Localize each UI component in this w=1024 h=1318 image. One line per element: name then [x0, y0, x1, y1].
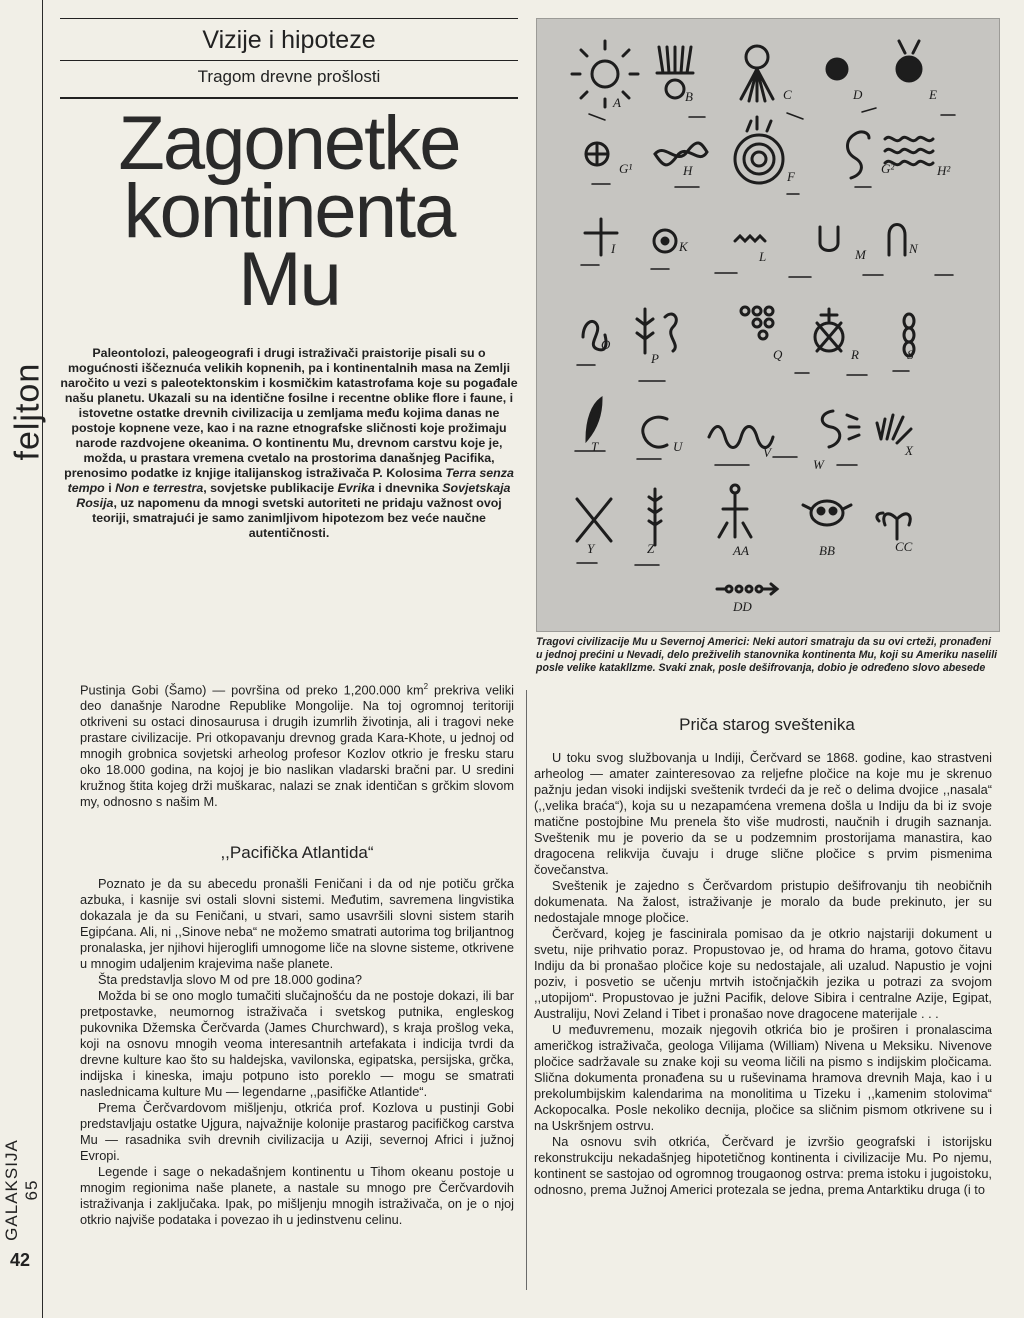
petroglyph-drawing	[537, 19, 999, 631]
circle-dot-glyph-icon	[654, 230, 676, 252]
glyph-label: S	[907, 347, 914, 362]
glyph-label: C	[783, 87, 792, 102]
glyph-label: E	[929, 87, 937, 102]
magazine-name: GALAKSIJA 65	[2, 1139, 41, 1241]
lead-text: , sovjetske publikacije	[203, 481, 335, 495]
lead-text: i	[104, 481, 116, 495]
section-title: Vizije i hipoteze	[202, 26, 376, 54]
headline-line: kontinenta	[123, 169, 455, 254]
crescent-glyph-icon	[643, 417, 667, 447]
lead-book-title: Terra senza tempo	[67, 466, 514, 495]
glyph-label: V	[763, 445, 771, 460]
section-subtitle: Tragom drevne prošlosti	[197, 67, 381, 86]
petroglyph-figure	[536, 18, 1000, 632]
rays-glyph-icon	[741, 46, 773, 101]
headline-line: Mu	[238, 237, 340, 322]
right-body-column	[534, 750, 992, 1198]
serpent-glyph-icon	[848, 132, 870, 178]
lead-publication: Evrika	[337, 481, 375, 495]
man-glyph-icon	[719, 485, 751, 537]
body-paragraph: Legende i sage o nekadašnjem kontinentu u Tihom okeanu postoje u mnogim regionima naše planete, a nastale su mnogo pre Čerčvardovih istraživanja i zaključaka. Ipak, po mišljenju mnogih istraživača, on je o njoj otkrio najviše podataka i povezao ih u jedinstvenu celinu.	[80, 1164, 514, 1227]
margin-rule	[42, 0, 43, 1318]
body-paragraph: Na osnovu svih otkrića, Čerčvard je izvršio geografski i istorijsku rekonstrukciju nekadašnjeg hipotetičnog kontinenta i civilizacije Mu. Po njemu, kontinent se sastojao od ogromnog trougaonog ostrva: prema istoku i jugoistoku, odnosno, prema Južnoj Americi protezala se jedna, prema Antarktiku druga (i to	[534, 1134, 992, 1197]
glyph-label: W	[813, 457, 824, 472]
glyph-label: I	[611, 241, 616, 256]
intro-text-a: Pustinja Gobi (Šamo) — površina od preko 1,200.000 km	[80, 682, 424, 698]
glyph-label: G¹	[619, 161, 633, 176]
left-body-column	[80, 876, 514, 1228]
sun-glyph-icon	[572, 41, 638, 107]
mask-glyph-icon	[803, 501, 851, 525]
glyph-label: P	[651, 351, 659, 366]
glyph-label: Y	[587, 541, 595, 556]
glyph-label: R	[851, 347, 859, 362]
glyph-label: H	[683, 163, 693, 178]
glyph-label: F	[787, 169, 795, 184]
bead-string-glyph-icon	[717, 584, 777, 594]
glyph-label: AA	[733, 543, 749, 558]
plant-glyph-icon	[637, 309, 676, 353]
glyph-label: L	[759, 249, 767, 264]
glyph-label: DD	[733, 599, 752, 614]
beads-glyph-icon	[741, 307, 773, 339]
glyph-label: M	[855, 247, 866, 262]
tulip-glyph-icon	[897, 41, 921, 81]
lead-text: i dnevnika	[374, 481, 443, 495]
intro-paragraph	[80, 679, 514, 810]
figure-glyph-icon	[822, 411, 859, 447]
body-paragraph: Sveštenik je zajedno s Čerčvardom pristupio dešifrovanju tih neobičnih dokumenata. Na žalost, istraživanje je moralo da bude prekinuto, jer su nedostajale mnoge pločice.	[534, 878, 992, 925]
zigzag-glyph-icon	[735, 236, 765, 241]
body-paragraph: U međuvremenu, mozaik njegovih otkrića bio je proširen i pronalascima američkog istraživača, geologa Vilijama (William) Nivena u Meksiku. Nivenove pločice sadržavale su znake koji su veoma ličili na pismo s indijskim pločicama. Slična dokumenta pronađena su u ruševinama hramova drevnih Maja, kao i u prekolumbijskim kalendarima na monolitima u Tizeku i ,,kamenim stolovima“ Ackopocalka. Posle nekoliko decnija, pločice sa sličnim pismom otkrivene su i na Uskršnjem ostrvu.	[534, 1022, 992, 1133]
lead-text: , uz napomenu da mnogi svetski autoriteti ne pridaju važnost ovoj teoriji, smatrajući je samo zanimljivom hipotezom bez veće naučne autentičnosti.	[92, 496, 502, 540]
column-rule	[526, 690, 527, 1290]
hook-glyph-icon	[889, 225, 905, 256]
header-rule-top	[60, 18, 518, 19]
body-paragraph: Čerčvard, kojeg je fascinirala pomisao da je otkrio najstariji dokument u svetu, nije prihvatio poraz. Propustovao je, od hrama do hrama, gotovo čitavu Indiju da bi pronašao pločice koje su nedostajale, ali uzalud. Napustio je vojni poziv, i posvetio se učenju mrtvih istočnjačkih jezika u potrazi za svojom ,,utopijom“. Propustovao je južni Pacifik, delove Sibira i centralne Azije, Egipat, Australiju, Novi Zeland i Tibet i pronašao nove dragocene materijale . . .	[534, 926, 992, 1021]
glyph-label: BB	[819, 543, 835, 558]
page-number: 42	[10, 1250, 31, 1270]
subheading-pacificka: ,,Pacifička Atlantida“	[220, 843, 374, 862]
hand-glyph-icon	[877, 415, 911, 443]
sprout-glyph-icon	[877, 513, 910, 539]
cross-circle-glyph-icon	[586, 143, 608, 165]
lead-publication: Sovjetskaja Rosija	[76, 481, 511, 510]
x-glyph-icon	[577, 499, 611, 541]
header-rule-bottom	[60, 97, 518, 99]
glyph-label: Z	[647, 541, 655, 556]
lead-text: Paleontolozi, paleogeografi i drugi istraživači praistorije pisali su o mogućnosti iščeznuća velikih kopnenih, pa i kontinentalnih masa na Zemlji naročito u vezi s paleotektonskim i kosmičkim katastrofama koje su pogađale našu planetu. Ukazali su na identične fosilne i recentne oblike flore i faune, i istovetne ostatke drevnih civilizacija u zemljama među kojima danas ne postoje kopnene veze, kao i na razne etnografske sličnosti koje prožimaju narode razdvojene okeanima. O kontinentu Mu, drevnom carstvu koje je, možda, u prastara vremena cvetalo na prostorima današnjeg Pacifika, prenosimo podatke iz knjige italijanskog istraživača P. Kolosima	[60, 346, 518, 480]
body-paragraph: Poznato je da su abecedu pronašli Feničani i da od nje potiču grčka azbuka, i kasnije svi ostali slovni sistemi. Međutim, savremena lingvistika dokazala je da su Feničani, u stvari, samo usavršili slovni sistem starih Egipćana. Ali, ni ,,Sinove neba“ ne možemo smatrati autorima tog briljantnog pronalaska, jer njihovi hijeroglifi umnogome liče na slovne sisteme, otkrivene u mnogim udaljenim krajevima naše planete.	[80, 876, 514, 971]
body-paragraph: U toku svog službovanja u Indiji, Čerčvard se 1868. godine, kao strastveni arheolog — amater zainteresovao za reljefne pločice na koje mu je skrenuo pažnju jedan visoki indijski sveštenik tvrdeći da je reč o delima dvojice ,,nasala“ (,,velika braća“), koja su u nezapamćena vremena došla u Indiju da bi iz svoje matične postojbine Mu prenela što više mudrosti, naučnih i drugih saznanja. Sveštenik mu je poverio da se u podzemnim prostorijama manastira, kao dragocena relikvija čuvaju i druge slične pločice s prvim pismenima čovečanstva.	[534, 750, 992, 877]
body-paragraph: Možda bi se ono moglo tumačiti slučajnošću da ne postoje dokazi, ili bar pretpostavke, neumornog istraživača i svetskog putnika, engleskog pukovnika Džemska Čerčvarda (James Churchward), s kraja prošlog veka, koji na osnovu mnogih veoma interesantnih artefakata i indicija tvrdi da drevne kulture kao što su haldejska, vavilonska, egipatska, persijska, grčka, indijska i kineska, imaju potpuno isto poreklo — mogu se smatrati naslednicama kulture Mu — legendarne ,,pasifičke Atlantide“.	[80, 988, 514, 1099]
glyph-label: A	[613, 95, 621, 110]
cup-glyph-icon	[820, 227, 838, 251]
subheading-prica: Priča starog sveštenika	[679, 715, 855, 734]
headline-line: Zagonetke	[118, 101, 460, 186]
section-side-label: feljton	[8, 362, 47, 461]
grain-glyph-icon	[649, 489, 661, 545]
glyph-label: K	[679, 239, 688, 254]
glyph-label: Q	[773, 347, 783, 362]
lead-paragraph	[60, 346, 518, 541]
glyph-label: U	[673, 439, 683, 454]
glyph-label: D	[853, 87, 863, 102]
glyph-label: H²	[937, 163, 951, 178]
wheel-glyph-icon	[815, 309, 843, 351]
glyph-label: CC	[895, 539, 913, 554]
glyph-label: X	[905, 443, 913, 458]
dot-glyph-icon	[827, 59, 847, 79]
body-paragraph: Prema Čerčvardovom mišljenju, otkrića prof. Kozlova u pustinji Gobi predstavljaju ostatke Ujgura, najvažnije kolonije prastarog pacifičkog carstva Mu — rasadnika svih drevnih civilizacija u Aziji, severnoj Africi i južnoj Evropi.	[80, 1100, 514, 1163]
figure-caption: Tragovi civilizacije Mu u Severnoj Americi: Neki autori smatraju da su ovi crteži, pronađeni u jednoj prećini u Nevadi, delo preživelih stanovnika kontinenta Mu, koji su Ameriku naselili posle velike katakllzme. Svaki znak, posle dešifrovanja, dobio je određeno slovo abesede	[536, 636, 998, 674]
glyph-label: T	[591, 439, 599, 454]
glyph-label: G²	[881, 161, 895, 176]
superscript: 2	[423, 682, 429, 691]
body-paragraph: Šta predstavlja slovo M od pre 18.000 godina?	[98, 972, 362, 987]
glyph-label: O	[601, 337, 611, 352]
glyph-label: B	[685, 89, 693, 104]
header-rule-mid	[60, 60, 518, 61]
intro-text	[80, 679, 514, 810]
intro-text-b: prekriva veliki deo današnje Narodne Republike Mongolije. Na toj ogromnoj teritoriji otkriveni su ostaci dinosaurusa i drugih izumrlih životinja, ali i tragovi neke prastare civilizacije. Pri otkopavanju drevnog grada Kara-Khote, u jednoj od mnogih grobnica sovjetski arheolog profesor Kozlov otkrio je fresku staru oko 18.000 godina, na kojoj je bio naslikan vladarski bračni par. U sredini kružnog štita kojeg drži muškarac, nalazi se znak identičan s grčkim slovom my, odnosno s našim M.	[80, 682, 514, 810]
glyph-label: N	[909, 241, 918, 256]
feather-glyph-icon	[587, 399, 601, 439]
headline	[60, 101, 518, 322]
spiral-glyph-icon	[735, 117, 783, 183]
knot-glyph-icon	[655, 143, 707, 165]
lead-book-title: Non e terrestra	[115, 481, 204, 495]
